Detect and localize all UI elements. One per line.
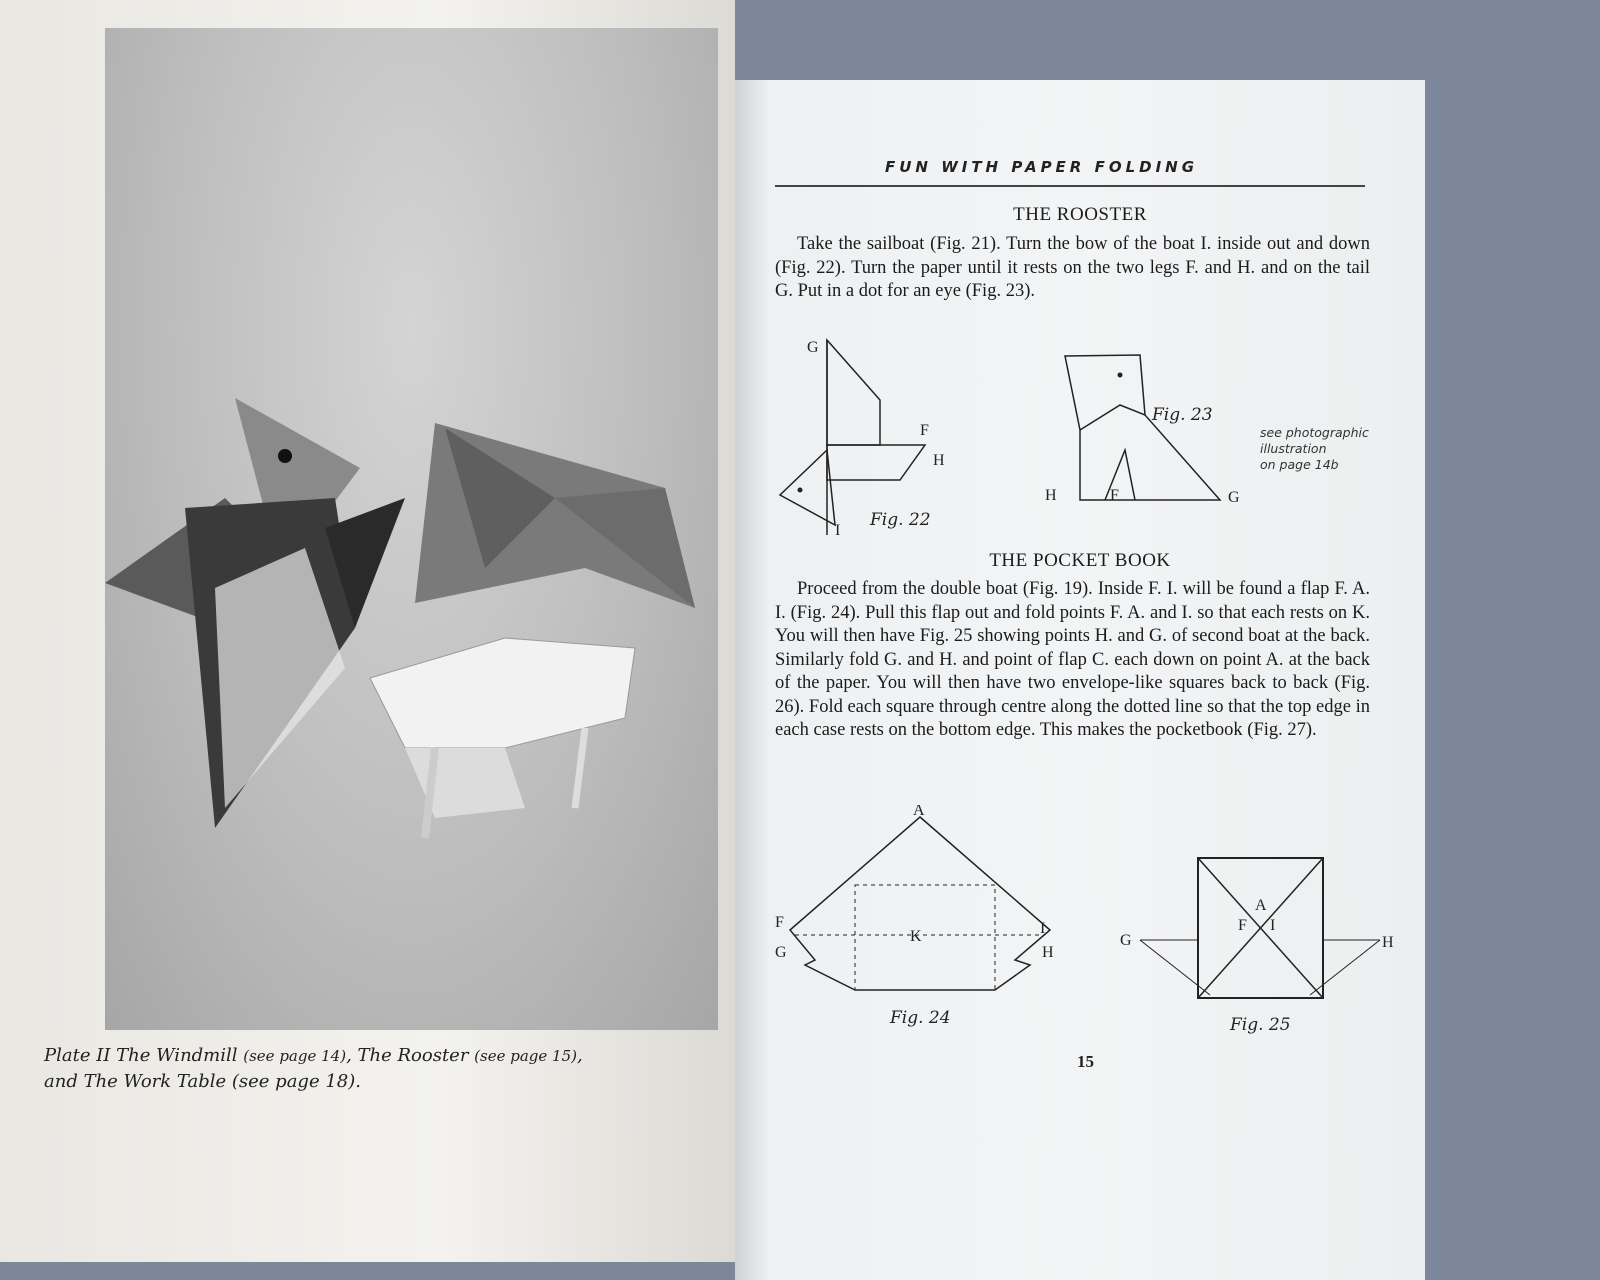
page-number: 15 <box>1077 1052 1094 1071</box>
svg-text:H: H <box>1045 487 1057 504</box>
svg-text:I: I <box>835 522 841 539</box>
origami-models-illustration <box>105 28 718 1030</box>
plate-caption: Plate II The Windmill (see page 14), The Rooster (see page 15), and The Work Table (see page 18). <box>44 1045 583 1092</box>
svg-text:Fig. 24: Fig. 24 <box>890 1008 951 1028</box>
svg-text:G: G <box>1120 932 1132 949</box>
work-table <box>370 638 635 748</box>
left-page <box>0 0 735 1262</box>
svg-text:A: A <box>1255 897 1267 914</box>
right-page <box>735 80 1425 1280</box>
svg-text:H: H <box>1382 934 1394 951</box>
header-rule <box>775 185 1365 187</box>
svg-text:A: A <box>913 805 925 819</box>
svg-text:F: F <box>1110 487 1119 504</box>
svg-text:F: F <box>775 914 784 931</box>
photo-reference-note: see photographic illustration on page 14b <box>1260 425 1369 472</box>
svg-text:I: I <box>1270 917 1276 934</box>
fig-25-diagram <box>1110 850 1420 1050</box>
svg-text:F: F <box>920 422 929 439</box>
running-head: FUN WITH PAPER FOLDING <box>885 158 1199 176</box>
origami-photo <box>105 28 718 1030</box>
rooster-eye <box>278 449 292 463</box>
svg-text:Fig. 23: Fig. 23 <box>1152 405 1213 425</box>
svg-text:F: F <box>1238 917 1247 934</box>
svg-text:G: G <box>775 944 787 961</box>
fig-24-diagram <box>770 805 1070 1035</box>
rooster-text: Take the sailboat (Fig. 21). Turn the bow of the boat I. inside out and down (Fig. 22). Turn the paper until it rests on the two legs F. and H. and on the tail G. Put in a dot for an eye (Fig. 23). <box>775 234 1370 301</box>
svg-text:H: H <box>1042 944 1054 961</box>
pocket-book-text: Proceed from the double boat (Fig. 19). Inside F. I. will be found a flap F. A. I. (Fig. 24). Pull this flap out and fold points F. A. and I. so that each rests on K. You will then have Fig. 25 showing points H. and G. of second boat at the back. Similarly fold G. and H. and point of flap C. each down on point A. at the back of the paper. You will then have two envelope-like squares back to back (Fig. 26). Fold each square through centre along the dotted line so that the top edge in each case rests on the bottom edge. This makes the pocketbook (Fig. 27). <box>775 579 1370 740</box>
svg-text:H: H <box>933 452 945 469</box>
svg-text:I: I <box>1040 920 1046 937</box>
svg-text:Fig. 22: Fig. 22 <box>870 510 931 530</box>
svg-text:G: G <box>1228 489 1240 506</box>
svg-text:G: G <box>807 339 819 356</box>
svg-text:Fig. 25: Fig. 25 <box>1230 1015 1291 1035</box>
fig-23-diagram <box>1040 350 1260 510</box>
pocket-book-heading: THE POCKET BOOK <box>989 550 1171 571</box>
svg-text:K: K <box>910 928 922 945</box>
rooster-heading: THE ROOSTER <box>1013 204 1147 225</box>
fig-22-diagram <box>775 330 975 540</box>
